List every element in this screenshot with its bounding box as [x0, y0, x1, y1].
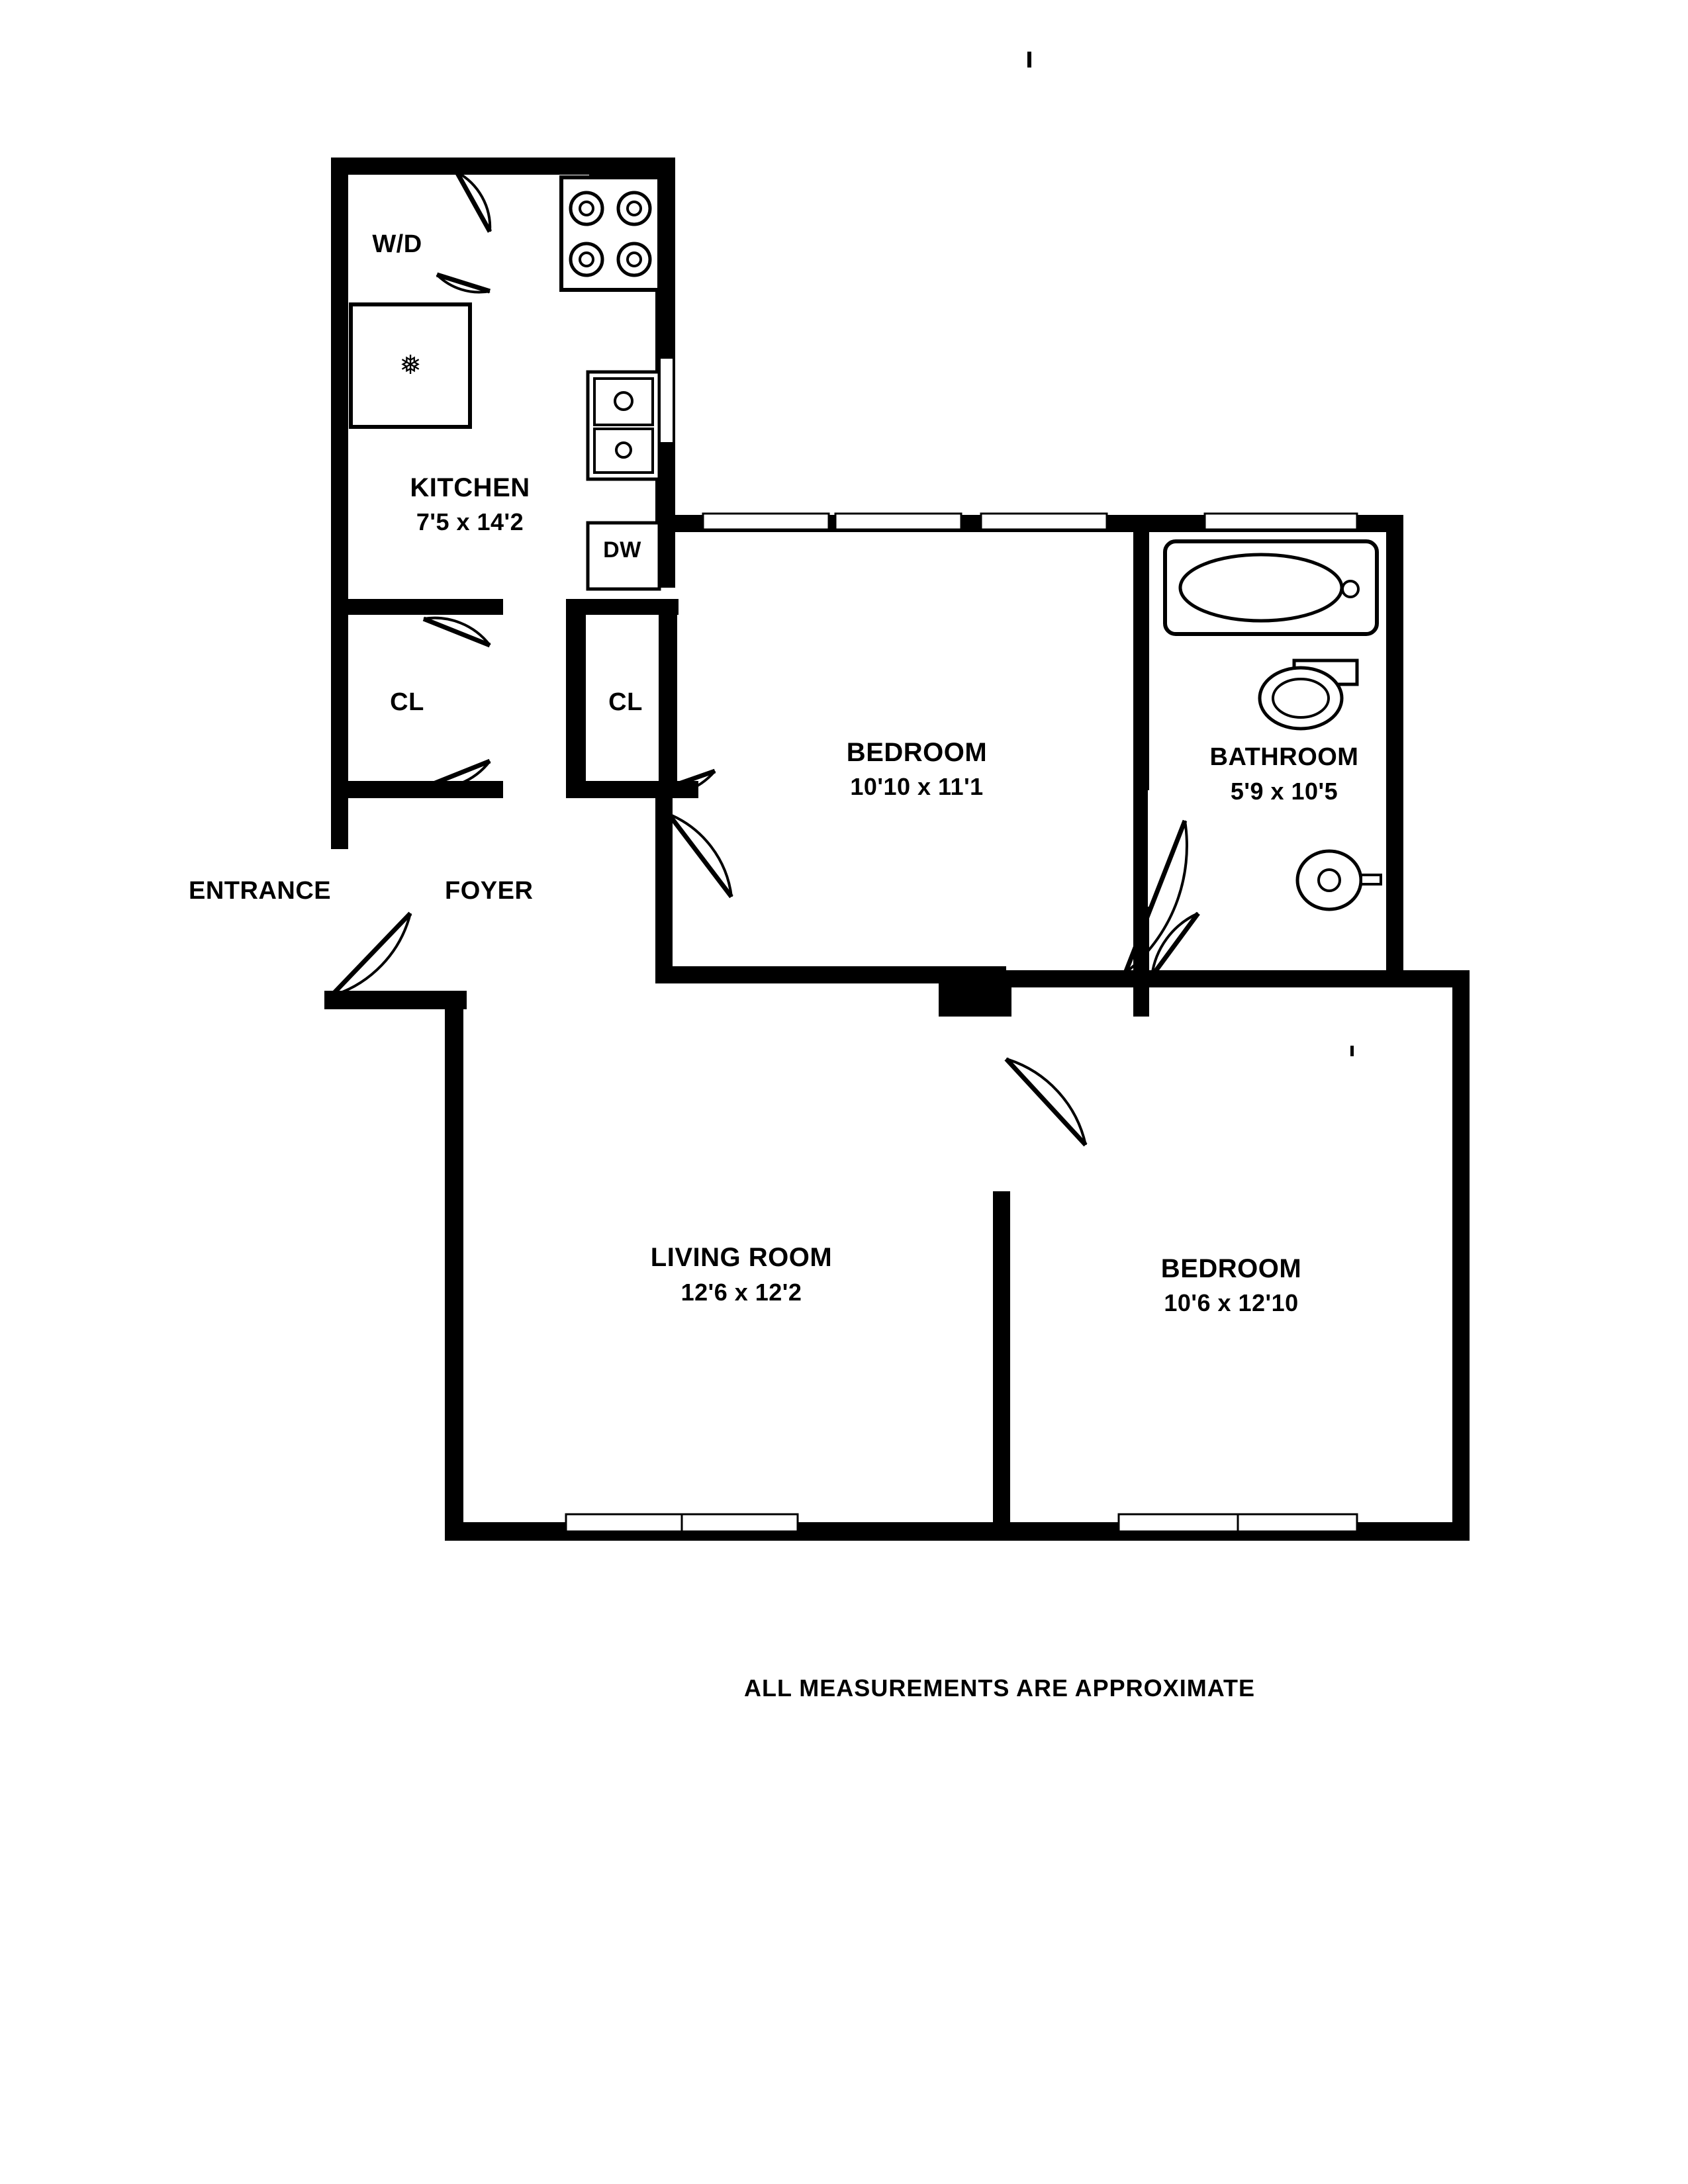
label-closet-2: CL [608, 688, 643, 716]
toilet-icon [1260, 660, 1357, 729]
label-dishwasher: DW [603, 537, 641, 563]
room-label-bedroom-1: BEDROOM [846, 738, 988, 767]
windows-group [566, 514, 1357, 1531]
bathtub-icon [1165, 541, 1377, 634]
room-dims-bathroom: 5'9 x 10'5 [1230, 778, 1338, 805]
room-label-bathroom: BATHROOM [1209, 743, 1359, 771]
room-dims-bedroom-1: 10'10 x 11'1 [850, 773, 984, 800]
bathroom-sink-icon [1297, 851, 1381, 909]
refrigerator-icon [351, 304, 470, 427]
svg-text:❅: ❅ [399, 350, 422, 381]
room-label-kitchen: KITCHEN [410, 473, 530, 502]
label-wd: W/D [372, 230, 422, 258]
room-dims-bedroom-2: 10'6 x 12'10 [1164, 1289, 1299, 1316]
label-entrance: ENTRANCE [189, 877, 332, 905]
room-label-bedroom-2: BEDROOM [1160, 1254, 1302, 1283]
label-closet-1: CL [390, 688, 424, 716]
kitchen-sink-icon [588, 357, 674, 479]
label-foyer: FOYER [445, 877, 534, 905]
room-dims-kitchen: 7'5 x 14'2 [416, 508, 524, 535]
walls-group [324, 158, 1470, 1541]
room-dims-living-room: 12'6 x 12'2 [680, 1279, 802, 1306]
footer-note: ALL MEASUREMENTS ARE APPROXIMATE [743, 1674, 1256, 1702]
room-label-living-room: LIVING ROOM [650, 1243, 833, 1272]
stove-icon [561, 177, 659, 290]
